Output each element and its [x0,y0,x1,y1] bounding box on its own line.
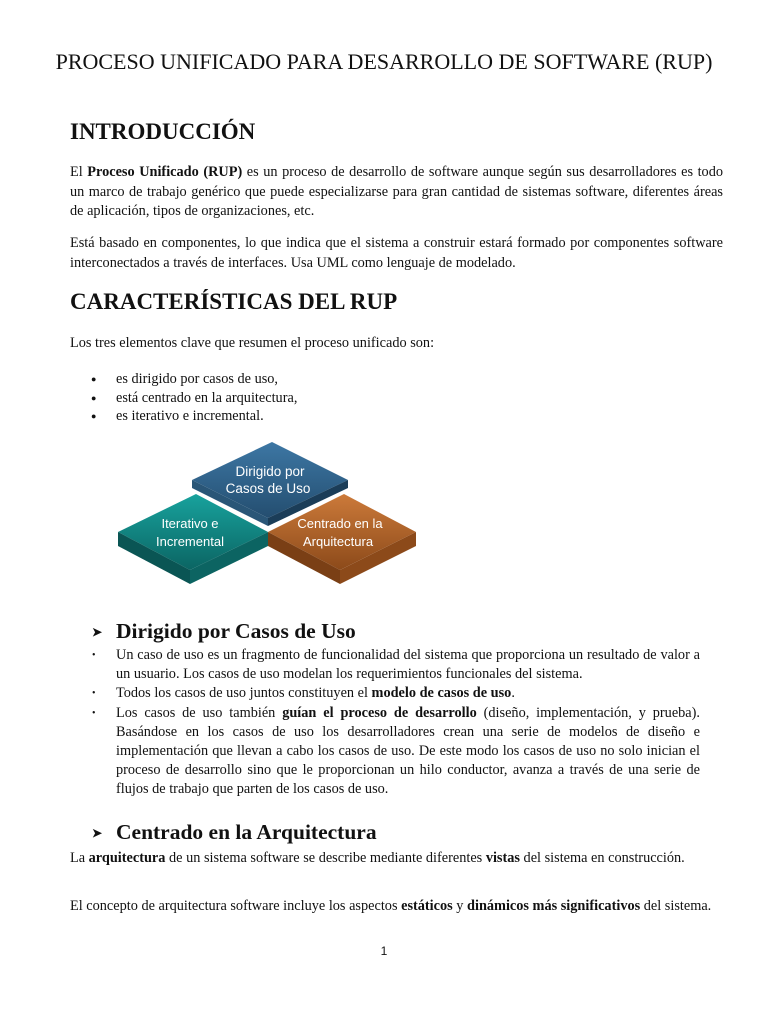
document-title: PROCESO UNIFICADO PARA DESARROLLO DE SOFTWARE (RUP) [55,49,713,74]
intro-heading: INTRODUCCIÓN [70,119,256,144]
diagram-label-right-2: Arquitectura [302,534,374,549]
diagram-label-top-1: Dirigido por [235,464,305,479]
diagram-label-right-1: Centrado en la [297,516,383,531]
list-item: • Los casos de uso también guían el proceso de desarrollo (diseño, implementación, y prueba). Basándose en los casos de uso los desarrolladores crean una serie de modelos de diseño e implementación que llevan a cabo los casos de uso. De este modo los casos de uso no solo inician el proceso de desarrollo sino que le proporcionan un hilo conductor, avanza a través de una serie de flujos de trabajo que parten de los casos de uso. [92,704,700,800]
intro-paragraph-1: El Proceso Unificado (RUP) es un proceso de desarrollo de software aunque según sus desarrolladores es todo un marco de trabajo genérico que puede especializarse para gran cantidad de sistemas software, diferentes áreas de aplicación, tipos de organizaciones, etc. [70,164,723,219]
casos-uso-list [92,646,700,800]
list-item: • Un caso de uso es un fragmento de funcionalidad del sistema que proporciona un resultado de valor a un usuario. Los casos de uso modelan los requerimientos funcionales del sistema. [92,646,700,684]
page-number: 1 [380,944,388,958]
diagram-label-left-1: Iterativo e [161,516,219,531]
arquitectura-heading: ➤ Centrado en la Arquitectura [92,820,377,844]
chevron-right-icon: ➤ [92,625,103,639]
intro-paragraph-2: Está basado en componentes, lo que indica que el sistema a construir estará formado por componentes software interconectados a través de interfaces. Usa UML como lenguaje de modelado. [70,235,723,271]
casos-uso-heading: ➤ Dirigido por Casos de Uso [92,619,356,643]
diagram-label-top-2: Casos de Uso [225,481,311,496]
rup-diagram [112,436,422,596]
diagram-label-left-2: Incremental [156,534,224,549]
list-item: ● es dirigido por casos de uso, [70,370,710,389]
caracteristicas-list [70,370,710,426]
caracteristicas-heading: CARACTERÍSTICAS DEL RUP [70,289,398,314]
list-item: ● es iterativo e incremental. [70,407,710,426]
arquitectura-paragraph-1: La arquitectura de un sistema software se describe mediante diferentes vistas del sistema en construcción. [70,850,685,866]
list-item: ● está centrado en la arquitectura, [70,389,710,408]
list-item: • Todos los casos de uso juntos constituyen el modelo de casos de uso. [92,684,700,703]
caracteristicas-lead: Los tres elementos clave que resumen el proceso unificado son: [70,335,435,351]
arquitectura-paragraph-2: El concepto de arquitectura software incluye los aspectos estáticos y dinámicos más significativos del sistema. [70,898,712,914]
chevron-right-icon: ➤ [92,826,103,840]
